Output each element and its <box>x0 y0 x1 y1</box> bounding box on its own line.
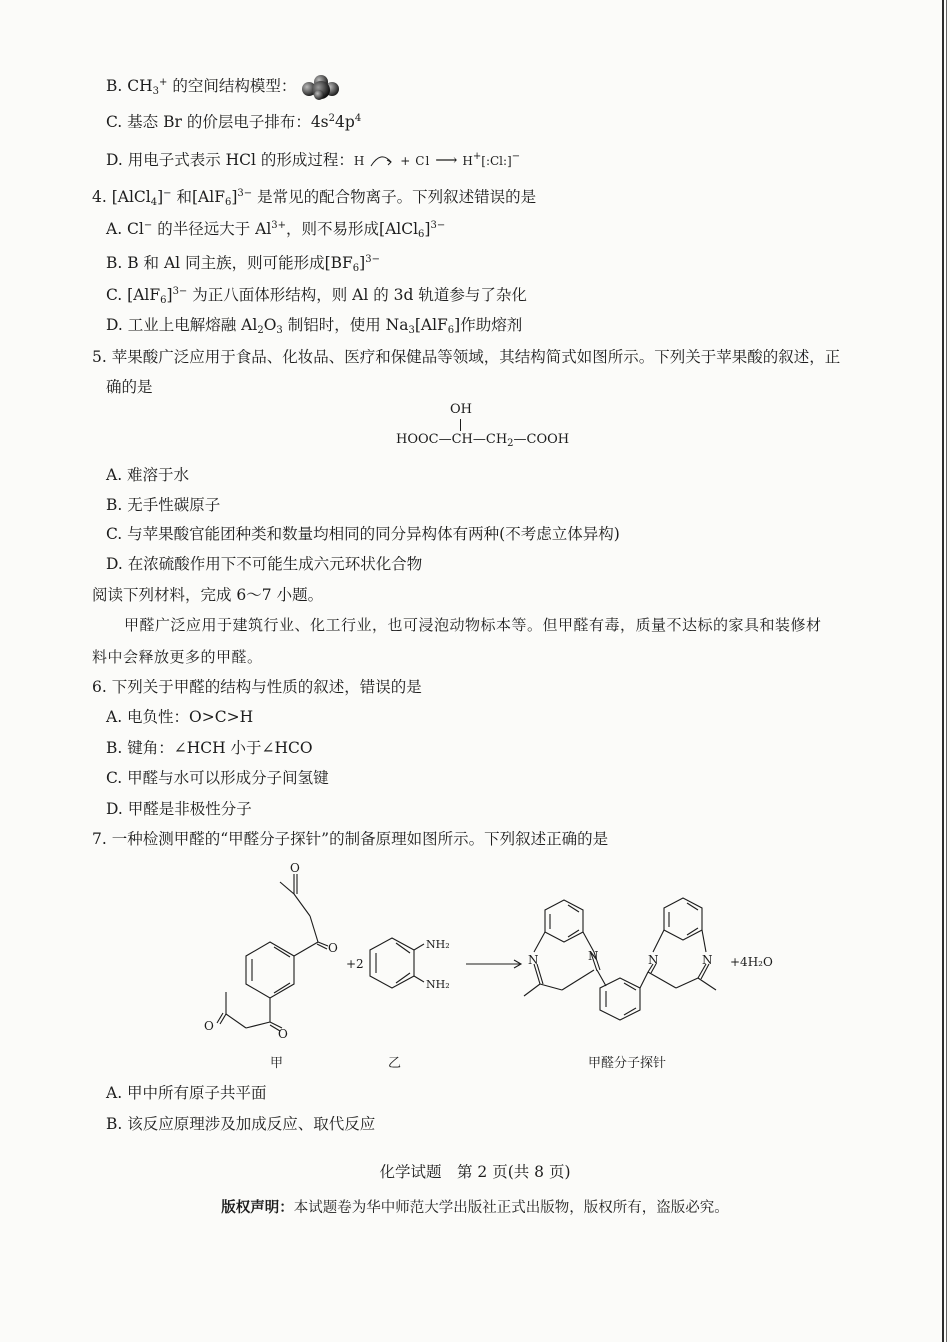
q4-option-a: A. Cl− 的半径远大于 $Al^{3+}$，则不易形成[AlCl$_6$]$^{3-}$ <box>106 220 446 240</box>
reading-passage-line1: 甲醛广泛应用于建筑行业、化工行业，也可浸泡动物标本等。但甲醛有毒，质量不达标的家具和装修材 <box>124 616 822 634</box>
q5-stem-line1: 5. 苹果酸广泛应用于食品、化妆品、医疗和保健品等领域，其结构简式如图所示。下列关于苹果酸的叙述，正 <box>92 348 841 366</box>
q7-stem: 7. 一种检测甲醛的“甲醛分子探针”的制备原理如图所示。下列叙述正确的是 <box>92 830 609 848</box>
page-footer: 化学试题 第 2 页(共 8 页) <box>379 1163 571 1181</box>
q6-option-d: D. 甲醛是非极性分子 <box>106 800 252 818</box>
o-top: O <box>290 861 300 875</box>
q4-option-b: B. B 和 Al 同主族，则可能形成$[BF_6]^{3-}$ <box>106 254 380 274</box>
o-bottom-right: O <box>278 1027 288 1041</box>
q6-option-c: C. 甲醛与水可以形成分子间氢键 <box>106 769 329 787</box>
scan-edge-inner <box>946 0 947 1342</box>
reading-intro: 阅读下列材料，完成 6～7 小题。 <box>92 586 324 604</box>
q7-option-a: A. 甲中所有原子共平面 <box>106 1084 267 1102</box>
q4-option-c: C. $[AlF_6]^{3-}$ 为正八面体形结构，则 Al 的 3d 轨道参与了杂化 <box>106 286 527 306</box>
formula-main: $HOOC—CH—CH_2—COOH$ <box>396 432 570 449</box>
q3-option-b: B. $CH_3^+$ 的空间结构模型： <box>106 74 341 100</box>
o-mid: O <box>328 941 338 955</box>
q7-option-b: B. 该反应原理涉及加成反应、取代反应 <box>106 1115 376 1133</box>
q3-option-c: C. 基态 Br 的价层电子排布：$4s^24p^4$ <box>106 113 362 131</box>
q5-option-b: B. 无手性碳原子 <box>106 496 221 514</box>
q6-stem: 6. 下列关于甲醛的结构与性质的叙述，错误的是 <box>92 678 422 696</box>
scan-edge <box>942 0 944 1342</box>
water: +4H₂O <box>730 955 773 969</box>
n-3: N <box>648 953 659 967</box>
formula-oh: OH <box>450 402 472 417</box>
nh2-bottom: NH₂ <box>426 978 450 991</box>
q5-stem-line2: 确的是 <box>106 378 153 396</box>
formula-bond <box>460 419 461 431</box>
copyright-notice: 版权声明：本试题卷为华中师范大学出版社正式出版物，版权所有，盗版必究。 <box>221 1200 729 1216</box>
label-a: 甲 <box>270 1056 284 1071</box>
q6-option-a: A. 电负性：O>C>H <box>106 708 254 726</box>
nh2-top: NH₂ <box>426 938 450 951</box>
reaction-scheme-drawing <box>190 860 790 1060</box>
n-1: N <box>528 953 539 967</box>
n-2: N <box>588 949 599 963</box>
electron-arrow-icon <box>369 152 395 170</box>
o-bottom-left: O <box>204 1019 214 1033</box>
q4-option-d: D. 工业上电解熔融 $Al_2O_3$ 制铝时，使用 $Na_3[AlF_6]$作助熔剂 <box>106 316 523 336</box>
q4-stem: 4. [AlCl$_4$]− 和$[AlF_6]^{3-}$ 是常见的配合物离子。下列叙述错误的是 <box>92 188 537 208</box>
q5-option-d: D. 在浓硫酸作用下不可能生成六元环状化合物 <box>106 555 423 573</box>
label-b: 乙 <box>388 1056 402 1071</box>
coefficient: +2 <box>346 957 364 971</box>
ch3-model-icon <box>301 74 341 100</box>
q6-option-b: B. 键角：∠HCH 小于∠HCO <box>106 739 313 757</box>
n-4: N <box>702 953 713 967</box>
q3-option-d: D. 用电子式表示 HCl 的形成过程：H + Cl ⟶ H+[:Cl:]− <box>106 151 521 169</box>
reading-passage-line2: 料中会释放更多的甲醛。 <box>92 648 263 666</box>
q5-option-c: C. 与苹果酸官能团种类和数量均相同的同分异构体有两种(不考虑立体异构) <box>106 525 620 543</box>
q5-option-a: A. 难溶于水 <box>106 466 190 484</box>
label-c: 甲醛分子探针 <box>588 1056 667 1071</box>
reaction-scheme <box>190 860 790 1080</box>
